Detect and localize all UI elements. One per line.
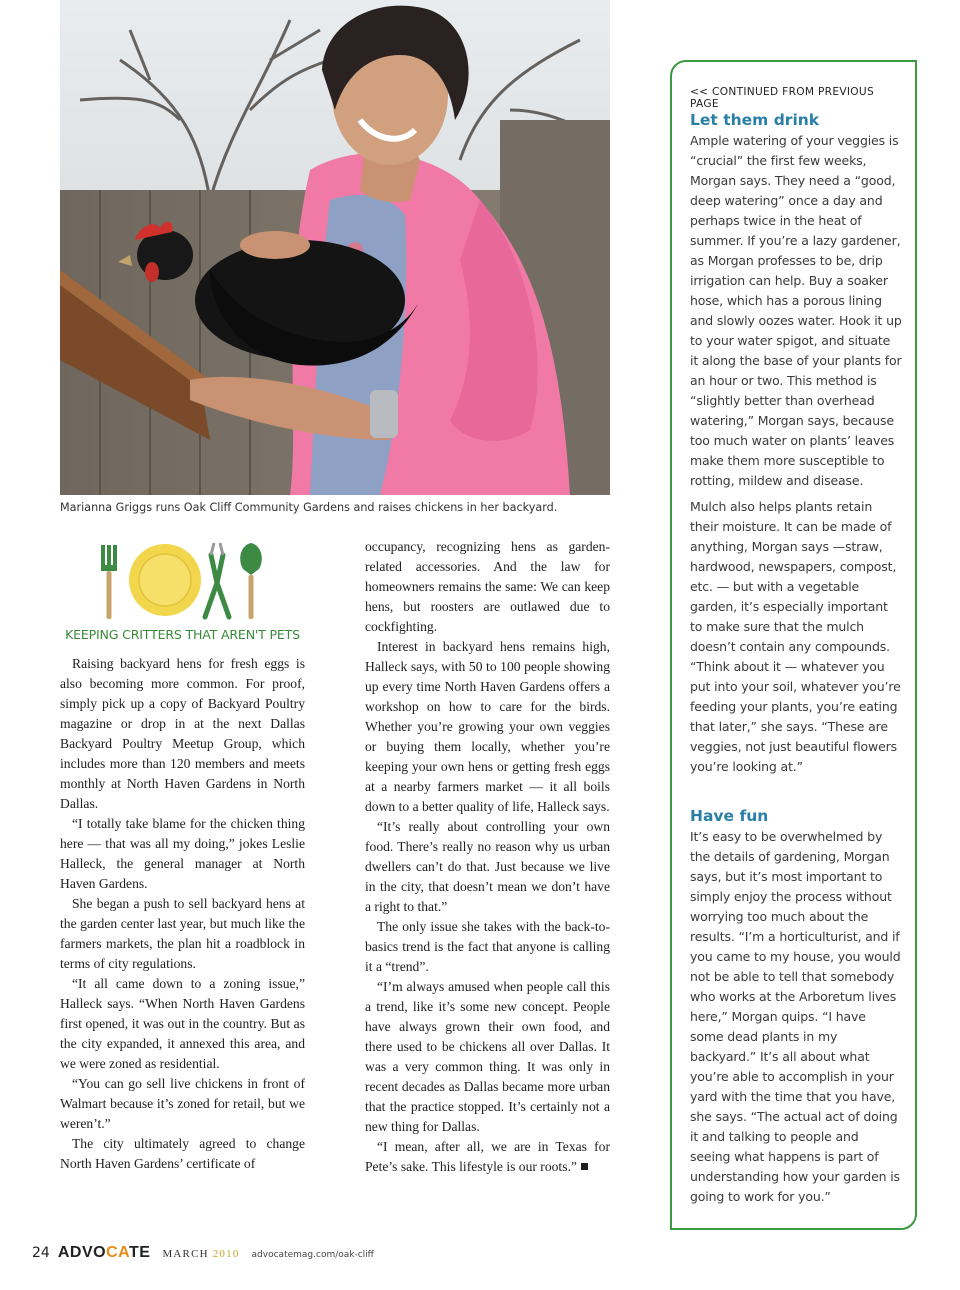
sidebar-text-2 (690, 827, 902, 1207)
photo-woman-holding-chicken (60, 0, 610, 495)
issue-month: MARCH (162, 1248, 209, 1260)
page-footer (32, 1244, 374, 1262)
logo-part: TE (128, 1244, 151, 1261)
sidebar-text-1 (690, 131, 902, 777)
continued-label: << CONTINUED FROM PREVIOUS PAGE (690, 86, 875, 110)
sidebar-heading-let-them-drink: Let them drink (690, 111, 820, 129)
paragraph: occupancy, recognizing hens as garden-related accessories. And the law for homeowners remains the same: We can keep hens, but roosters are outlawed due to cockfighting. (365, 539, 610, 634)
logo-part: ADVO (57, 1244, 107, 1261)
sidebar-content (690, 86, 902, 1207)
photo-caption: Marianna Griggs runs Oak Cliff Community Gardens and raises chickens in her backyard. (60, 501, 558, 514)
website-url: advocatemag.com/oak-cliff (251, 1250, 374, 1260)
article-photo (60, 0, 610, 495)
paragraph: Ample watering of your veggies is “crucial” the first few weeks, Morgan says. They need a “good, deep watering” once a day and perhaps twice in the heat of summer. If you’re a lazy gardener, as Morgan professes to be, drip irrigation can help. Buy a soaker hose, which has a porous lining and slowly oozes water. Hook it up to your water spigot, and situate it along the base of your plants for an hour or two. This method is “slightly better than overhead watering,” Morgan says, because too much water on plants’ leaves make them more susceptible to rotting, mildew and disease. (690, 133, 902, 488)
paragraph-last (365, 1137, 610, 1177)
paragraph: “It all came down to a zoning issue,” Halleck says. “When North Haven Gardens first opened, it was out in the country. But as the city expanded, it annexed this area, and we were zoned as residential. (60, 976, 305, 1071)
issue-year: 2010 (212, 1248, 240, 1260)
magazine-logo (58, 1244, 151, 1262)
sidebar-box (670, 60, 917, 1230)
paragraph: It’s easy to be overwhelmed by the details of gardening, Morgan says, but it’s most important to simply enjoy the process without worrying too much about the results. “I’m a horticulturist, and if you came to my house, you would not be able to tell that somebody who works at the Arboretum lives here,” Morgan quips. “I have some dead plants in my backyard.” It’s all about what you’re able to accomplish in your yard with the time that you have, she says. “The actual act of doing it and talking to people and seeing what happens is part of understanding how your garden is going to work for you.” (690, 829, 901, 1204)
paragraph: “It’s really about controlling your own food. There’s really no reason why us urban dwellers can’t do that. Just because we live in the city, that doesn’t mean we don’t have a right to that.” (365, 819, 610, 914)
sidebar-heading-have-fun: Have fun (690, 807, 769, 825)
end-of-story-mark (581, 1163, 588, 1170)
section-heading: KEEPING CRITTERS THAT AREN'T PETS (65, 627, 300, 642)
page-number: 24 (32, 1245, 50, 1261)
paragraph: Interest in backyard hens remains high, Halleck says, with 50 to 100 people showing up every time North Haven Gardens offers a workshop on how to care for the birds. Whether you’re growing your own veggies or buying them locally, whether you’re keeping your own hens or getting fresh eggs at a nearby farmers market — it all boils down to a better quality of life, Halleck says. (365, 639, 610, 814)
garden-tools-plate-illustration (93, 535, 273, 625)
paragraph: “You can go sell live chickens in front of Walmart because it’s zoned for retail, but we weren’t.” (60, 1076, 305, 1131)
column-1-text (60, 654, 305, 1174)
issue-date (162, 1248, 239, 1260)
article-column-2 (365, 537, 610, 1177)
pruning-shears-icon (205, 543, 229, 617)
trowel-icon (240, 543, 262, 619)
paragraph: She began a push to sell backyard hens at the garden center last year, but much like the farmers markets, the plan hit a roadblock in terms of city regulations. (60, 896, 305, 971)
paragraph: The city ultimately agreed to change North Haven Gardens’ certificate of (60, 1136, 305, 1171)
logo-accent: CA (106, 1244, 129, 1261)
yellow-plate-icon (129, 544, 201, 616)
paragraph: “I totally take blame for the chicken thing here — that was all my doing,” jokes Leslie Halleck, the general manager at North Haven Gardens. (60, 816, 305, 891)
article-column-1 (60, 535, 305, 1174)
paragraph: Mulch also helps plants retain their moisture. It can be made of anything, Morgan says —straw, hardwood, newspapers, compost, etc. — but with a vegetable garden, it’s especially important to make sure that the mulch doesn’t contain any compounds. “Think about it — whatever you put into your soil, whatever you’re feeding your plants, you’re eating that later,” she says. “These are veggies, not just beautiful flowers you’re looking at.” (690, 499, 901, 774)
paragraph: Raising backyard hens for fresh eggs is also becoming more common. For proof, simply pick up a copy of Backyard Poultry magazine or drop in at the next Dallas Backyard Poultry Meetup Group, which includes more than 120 members and meets monthly at North Haven Gardens in North Dallas. (60, 656, 305, 811)
paragraph-text: “I mean, after all, we are in Texas for Pete’s sake. This lifestyle is our roots.” (365, 1139, 610, 1174)
paragraph: The only issue she takes with the back-to-basics trend is the fact that anyone is calling it a “trend”. (365, 919, 610, 974)
paragraph: “I’m always amused when people call this a trend, like it’s some new concept. People have always grown their own food, and there used to be chickens all over Dallas. It was a very common thing. It was only in recent decades as Dallas became more urban that the practice stopped. It’s certainly not a new thing for Dallas. (365, 979, 610, 1134)
garden-fork-icon (101, 545, 117, 619)
